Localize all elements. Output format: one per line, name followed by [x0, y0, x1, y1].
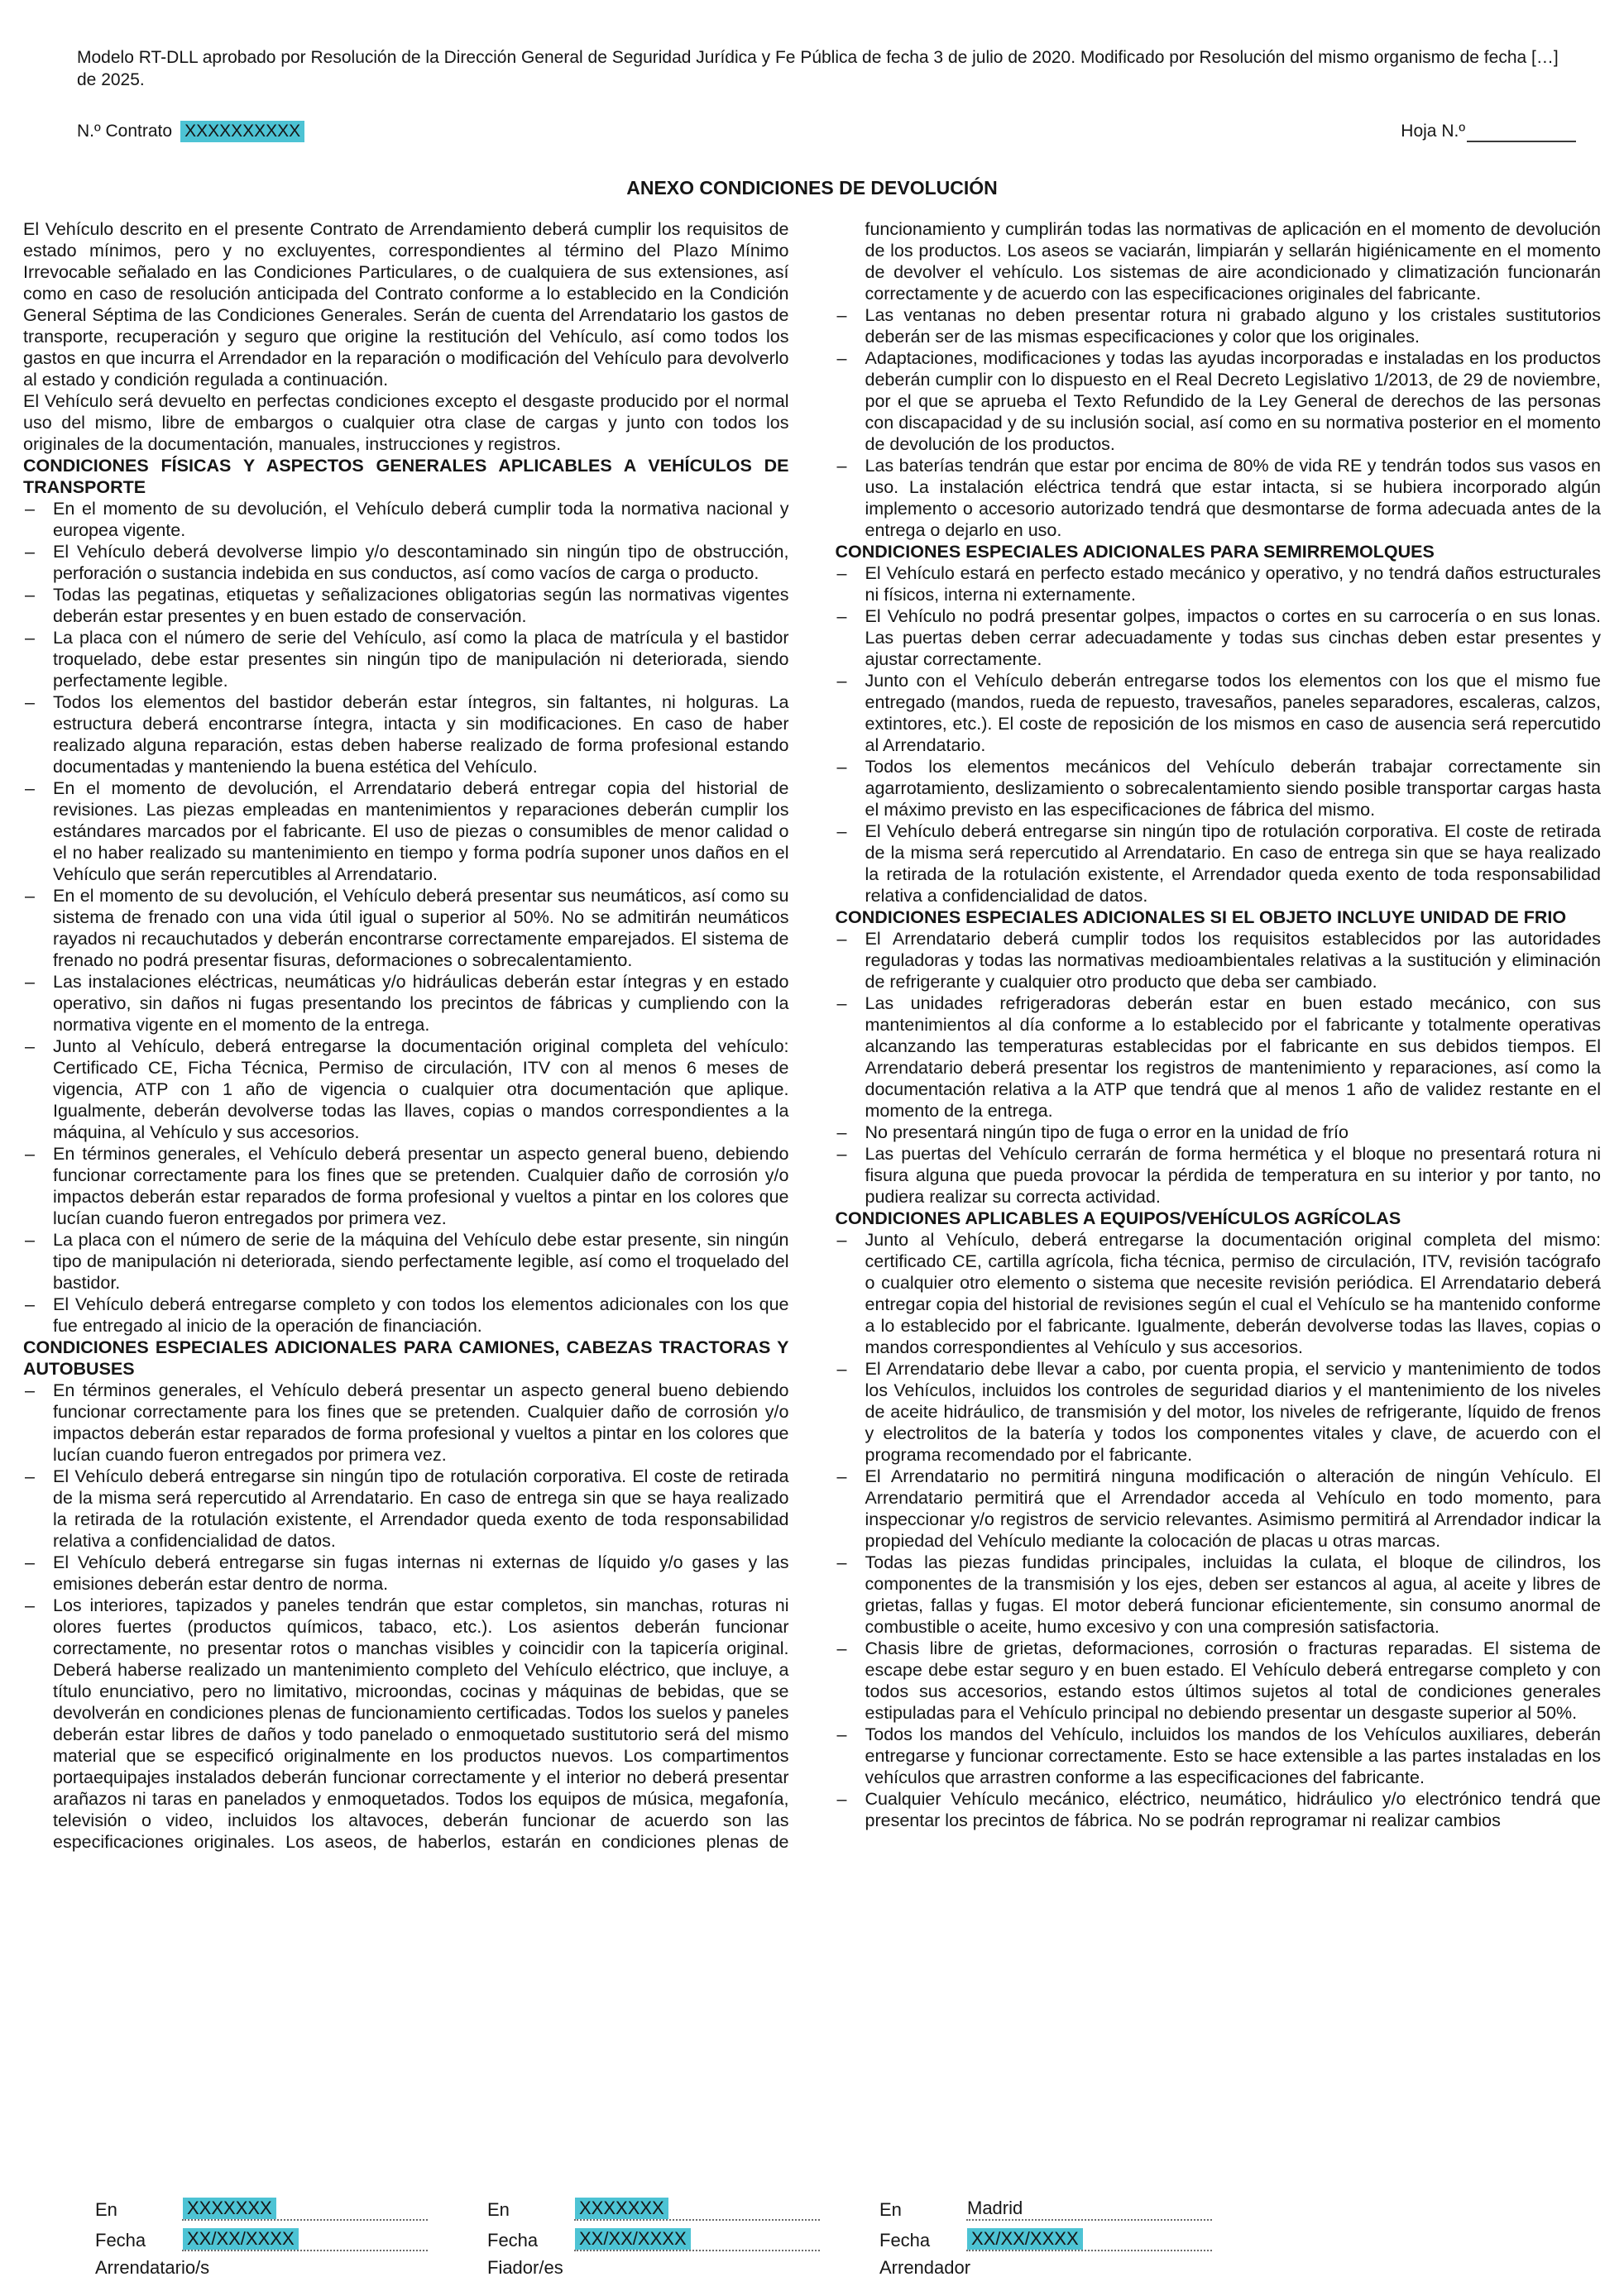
date-value[interactable]: XX/XX/XXXX	[967, 2228, 1083, 2250]
dash-marker: –	[836, 1466, 847, 1486]
date-fill-line	[574, 2227, 820, 2251]
sheet-number-group	[1401, 121, 1576, 142]
condition-item	[836, 1552, 1602, 1638]
dash-marker: –	[836, 348, 847, 368]
dash-marker: –	[836, 456, 847, 476]
dash-marker: –	[836, 929, 847, 949]
document-title: ANEXO CONDICIONES DE DEVOLUCIÓN	[626, 177, 998, 199]
dash-marker: –	[25, 1466, 35, 1486]
place-value: Madrid	[967, 2198, 1023, 2218]
dash-marker: –	[25, 585, 35, 605]
sheet-number-blank-line[interactable]	[1467, 122, 1576, 142]
condition-item	[23, 1294, 789, 1337]
dash-marker: –	[836, 1122, 847, 1142]
dash-marker: –	[25, 1144, 35, 1164]
condition-item	[836, 1358, 1602, 1466]
condition-text: El Vehículo deberá entregarse sin ningún tipo de rotulación corporativa. El coste de retirada de la misma será repercutido al Arrendatario. En caso de entrega sin que se haya realizado la retirada de la rotulación existente, el Arrendador queda exento de toda responsabilidad relativa a confidencialidad de datos.	[53, 1466, 789, 1551]
condition-text: En el momento de devolución, el Arrendatario deberá entregar copia del historial de revisiones. Las piezas empleadas en mantenimientos y reparaciones deberán cumplir los estándares marcados por el fabricante. El uso de piezas o consumibles de menor calidad o el no haber realizado su mantenimiento en tiempo y forma podría suponer unos daños en el Vehículo que serán repercutibles al Arrendatario.	[53, 778, 789, 884]
dash-marker: –	[25, 628, 35, 648]
dash-marker: –	[25, 1036, 35, 1056]
signer-role-label: Arrendatario/s	[95, 2257, 210, 2278]
dash-marker: –	[25, 499, 35, 519]
condition-item	[836, 670, 1602, 756]
contract-number-group	[77, 121, 304, 142]
condition-text: Chasis libre de grietas, deformaciones, corrosión o fracturas reparadas. El sistema de escape debe estar seguro y en buen estado. El Vehículo deberá entregarse completo y con todos sus accesorios, estando estos últimos sujetos al total de condiciones generales estipuladas para el Vehículo principal no debiendo presentar un desgaste superior al 50%.	[865, 1638, 1601, 1723]
dash-marker: –	[836, 1724, 847, 1744]
condition-text: Todos los mandos del Vehículo, incluidos los mandos de los Vehículos auxiliares, deberán entregarse y funcionar correctamente. Esto se hace extensible a las partes instaladas en los vehículos que arrastren conforme a las especificaciones del fabricante.	[865, 1724, 1601, 1787]
condition-item	[836, 1229, 1602, 1358]
date-value[interactable]: XX/XX/XXXX	[575, 2228, 691, 2250]
condition-item	[23, 971, 789, 1036]
contract-number-value[interactable]: XXXXXXXXXX	[180, 121, 304, 142]
dash-marker: –	[836, 757, 847, 777]
signature-footer	[95, 2190, 1212, 2279]
section-heading: CONDICIONES APLICABLES A EQUIPOS/VEHÍCULOS AGRÍCOLAS	[835, 1208, 1401, 1228]
condition-item	[23, 1552, 789, 1595]
condition-text: El Arrendatario no permitirá ninguna modificación o alteración de ningún Vehículo. El Arrendatario permitirá que el Arrendador acceda al Vehículo en todo momento, para inspeccionar y/o registros de servicio relevantes. Asimismo permitirá al Arrendador indicar la propiedad del Vehículo mediante la colocación de placas u otras marcas.	[865, 1466, 1601, 1551]
dash-marker: –	[836, 1552, 847, 1572]
dash-marker: –	[836, 1789, 847, 1809]
dash-marker: –	[25, 1230, 35, 1250]
place-value[interactable]: XXXXXXX	[575, 2198, 668, 2219]
dash-marker: –	[25, 778, 35, 798]
condition-text: No presentará ningún tipo de fuga o error en la unidad de frío	[865, 1122, 1349, 1142]
signature-block-fiador	[487, 2190, 820, 2279]
dash-marker: –	[836, 671, 847, 691]
dash-marker: –	[836, 1144, 847, 1164]
place-label: En	[487, 2199, 510, 2220]
condition-text: El Vehículo estará en perfecto estado mecánico y operativo, y no tendrá daños estructurales ni físicos, interna ni externamente.	[865, 563, 1601, 605]
condition-item	[836, 928, 1602, 993]
condition-text: En el momento de su devolución, el Vehículo deberá cumplir toda la normativa nacional y europea vigente.	[53, 499, 789, 540]
dash-marker: –	[836, 1359, 847, 1379]
condition-item	[836, 304, 1602, 347]
condition-item	[836, 562, 1602, 605]
section-heading: CONDICIONES FÍSICAS Y ASPECTOS GENERALES APLICABLES A VEHÍCULOS DE TRANSPORTE	[23, 456, 789, 497]
paragraph: El Vehículo será devuelto en perfectas condiciones excepto el desgaste producido por el normal uso del mismo, libre de embargos o cualquier otra clase de cargas y junto con todos los originales de la documentación, manuales, instrucciones y registros.	[23, 391, 789, 454]
condition-text: Cualquier Vehículo mecánico, eléctrico, neumático, hidráulico y/o electrónico tendrá que presentar los precintos de fábrica. No se podrán reprogramar ni realizar cambios	[865, 1789, 1601, 1830]
condition-item	[23, 691, 789, 777]
date-label: Fecha	[879, 2230, 931, 2251]
date-fill-line	[182, 2227, 428, 2251]
condition-text: Adaptaciones, modificaciones y todas las ayudas incorporadas e instaladas en los productos deberán cumplir con lo dispuesto en el Real Decreto Legislativo 1/2013, de 29 de noviembre, por el que se aprueba el Texto Refundido de la Ley General de derechos de las personas con discapacidad y de su inclusión social, así como en su normativa posterior en el momento de devolución de los productos.	[865, 348, 1601, 454]
condition-text: Todos los elementos del bastidor deberán estar íntegros, sin faltantes, ni holguras. La estructura deberá encontrarse íntegra, intacta y sin modificaciones. En caso de haber realizado alguna reparación, estas deben haberse realizado de forma profesional estando documentadas y manteniendo la buena estética del Vehículo.	[53, 692, 789, 777]
condition-item	[836, 455, 1602, 541]
condition-text: El Vehículo deberá entregarse sin fugas internas ni externas de líquido y/o gases y las emisiones deberán estar dentro de norma.	[53, 1552, 789, 1594]
date-row	[487, 2221, 820, 2251]
dash-marker: –	[25, 1595, 35, 1615]
condition-item	[23, 1036, 789, 1143]
contract-header-row	[77, 121, 1576, 142]
dash-marker: –	[25, 1552, 35, 1572]
signer-role-label: Fiador/es	[487, 2257, 563, 2278]
condition-text: El Vehículo no podrá presentar golpes, impactos o cortes en su carrocería o en sus lonas. Las puertas deben cerrar adecuadamente y todas sus cinchas deben estar presentes y ajustar correctamente.	[865, 606, 1601, 669]
condition-item	[836, 605, 1602, 670]
signer-role-label: Arrendador	[879, 2257, 971, 2278]
condition-item	[836, 820, 1602, 906]
document-body	[23, 218, 1601, 1853]
dash-marker: –	[836, 1230, 847, 1250]
contract-number-label: N.º Contrato	[77, 122, 173, 141]
condition-item	[23, 627, 789, 691]
date-row	[879, 2221, 1212, 2251]
condition-item	[23, 498, 789, 541]
place-label: En	[95, 2199, 117, 2220]
condition-text: El Arrendatario deberá cumplir todos los requisitos establecidos por las autoridades reguladoras y todas las normativas medioambientales relativas a la sustitución y eliminación de refrigerante y cualquier otro producto que deba ser cambiado.	[865, 929, 1601, 992]
condition-text: En el momento de su devolución, el Vehículo deberá presentar sus neumáticos, así como su sistema de frenado con una vida útil igual o superior al 50%. No se admitirán neumáticos rayados ni recauchutados y deberán encontrarse correctamente emparejados. El sistema de frenado no podrá presentar fisuras, deformaciones o sobrecalentamiento.	[53, 886, 789, 970]
condition-item	[836, 1466, 1602, 1552]
dash-marker: –	[836, 1638, 847, 1658]
condition-text: La placa con el número de serie del Vehículo, así como la placa de matrícula y el bastidor troquelado, debe estar presentes sin ningún tipo de manipulación ni deteriorada, siendo perfectamente legible.	[53, 628, 789, 691]
date-row	[95, 2221, 428, 2251]
condition-item	[836, 993, 1602, 1122]
signature-block-arrendador	[879, 2190, 1212, 2279]
condition-text: Todas las piezas fundidas principales, incluidas la culata, el bloque de cilindros, los componentes de la transmisión y los ejes, deben ser estancos al agua, al aceite y libres de grietas, fallas y fugas. El motor deberá funcionar eficientemente, sin consumo anormal de combustible o aceite, humo excesivo y con una compresión satisfactoria.	[865, 1552, 1601, 1637]
date-label: Fecha	[487, 2230, 539, 2251]
condition-item	[23, 1143, 789, 1229]
section-heading: CONDICIONES ESPECIALES ADICIONALES PARA CAMIONES, CABEZAS TRACTORAS Y AUTOBUSES	[23, 1337, 789, 1379]
condition-text: El Vehículo deberá devolverse limpio y/o descontaminado sin ningún tipo de obstrucción, perforación o sustancia indebida en sus conductos, así como vacíos de carga o producto.	[53, 542, 789, 583]
condition-text: Las instalaciones eléctricas, neumáticas y/o hidráulicas deberán estar íntegras y en estado operativo, sin daños ni fugas presentando los precintos de fábricas y cumpliendo con la normativa vigente en el momento de la entrega.	[53, 972, 789, 1035]
place-fill-line	[574, 2196, 820, 2221]
dash-marker: –	[836, 563, 847, 583]
condition-item	[836, 1638, 1602, 1724]
condition-text: El Vehículo deberá entregarse sin ningún tipo de rotulación corporativa. El coste de retirada de la misma será repercutido al Arrendatario. En caso de entrega sin que se haya realizado la retirada de la rotulación existente, el Arrendador queda exento de toda responsabilidad relativa a confidencialidad de datos.	[865, 821, 1601, 906]
condition-text: Junto al Vehículo, deberá entregarse la documentación original completa del vehículo: Certificado CE, Ficha Técnica, Permiso de circulación, ITV con al menos 6 meses de vigencia, ATP con 1 año de vigencia o cualquier otra documentación que aplique. Igualmente, deberán devolverse todas las llaves, copias o mandos correspondientes a la máquina, al Vehículo y sus accesorios.	[53, 1036, 789, 1142]
dash-marker: –	[836, 606, 847, 626]
condition-text: En términos generales, el Vehículo deberá presentar un aspecto general bueno debiendo funcionar correctamente para los fines que se pretenden. Cualquier daño de corrosión y/o impactos deberán estar reparados de forma profesional y vueltos a pintar en los colores que lucían cuando fueron entregados por primera vez.	[53, 1380, 789, 1465]
condition-item	[23, 1466, 789, 1552]
condition-item	[836, 347, 1602, 455]
date-value[interactable]: XX/XX/XXXX	[183, 2228, 299, 2250]
condition-item	[23, 1229, 789, 1294]
place-row	[879, 2190, 1212, 2221]
dash-marker: –	[25, 542, 35, 562]
condition-text: Todas las pegatinas, etiquetas y señalizaciones obligatorias según las normativas vigentes deberán estar presentes y en buen estado de conservación.	[53, 585, 789, 626]
condition-item	[23, 885, 789, 971]
condition-text: Los interiores, tapizados y paneles tendrán que estar completos, sin manchas, roturas ni olores fuertes (productos químicos, tabaco, etc.). Los asientos deberán funcionar correctamente, no presentar rotos o manchas visibles y coincidir con la tapicería original. Deberá haberse realizado un mantenimiento completo del Vehículo eléctrico, que incluye, a título enunciativo, pero no limitativo, microondas, cocinas y máquinas de bebidas, que se devolverán en condiciones plenas de funcionamiento certificadas. Todos los suelos y paneles deberán estar libres de daños y todo panelado o enmoquetado sustitutorio será del mismo material que se especificó originalmente en los productos nuevos. Los compartimentos portaequipajes instalados deberán funcionar correctamente y el interior no deberá presentar arañazos ni taras en panelados y enmoquetados. Todos los equipos de música, megafonía, televisión o video, incluidos los altavoces, deberán funcionar de acuerdo son las especificaciones originales. Los aseos, de haberlos, estarán en condiciones plenas de funcionamiento y cumplirán todas las normativas de aplicación en el momento de devolución de los productos. Los aseos se vaciarán, limpiarán y sellarán higiénicamente en el momento de devolver el vehículo. Los sistemas de aire acondicionado y climatización funcionarán correctamente y de acuerdo con las especificaciones originales del fabricante.	[53, 219, 1601, 1852]
dash-marker: –	[25, 886, 35, 906]
condition-item	[836, 756, 1602, 820]
condition-item	[836, 1788, 1602, 1831]
dash-marker: –	[25, 1294, 35, 1314]
date-label: Fecha	[95, 2230, 146, 2251]
condition-item	[23, 1380, 789, 1466]
dash-marker: –	[25, 972, 35, 992]
place-fill-line	[182, 2196, 428, 2221]
dash-marker: –	[836, 821, 847, 841]
place-fill-line	[966, 2196, 1212, 2221]
place-value[interactable]: XXXXXXX	[183, 2198, 276, 2219]
condition-text: Junto con el Vehículo deberán entregarse todos los elementos con los que el mismo fue entregado (mandos, rueda de repuesto, travesaños, paneles separadores, escaleras, calzos, extintores, etc.). El coste de reposición de los mismos en caso de ausencia será repercutido al Arrendatario.	[865, 671, 1601, 755]
place-label: En	[879, 2199, 902, 2220]
condition-text: Las unidades refrigeradoras deberán estar en buen estado mecánico, con sus mantenimientos al día conforme a lo establecido por el fabricante y totalmente operativas alcanzando las temperaturas establecidas por el fabricante en sus debidos tiempos. El Arrendatario deberá presentar los registros de mantenimiento y reparaciones, así como la documentación relativa a la ATP que tendrá que al menos 1 año de validez restante en el momento de la entrega.	[865, 993, 1601, 1121]
model-approval-note: Modelo RT-DLL aprobado por Resolución de la Dirección General de Seguridad Jurídica y Fe Pública de fecha 3 de julio de 2020. Modificado por Resolución del mismo organismo de fecha […] de 2025.	[77, 48, 1559, 89]
condition-text: Las ventanas no deben presentar rotura ni grabado alguno y los cristales sustitutorios deberán ser de las mismas especificaciones y color que los originales.	[865, 305, 1601, 347]
condition-text: El Vehículo deberá entregarse completo y con todos los elementos adicionales con los que fue entregado al inicio de la operación de financiación.	[53, 1294, 789, 1336]
section-heading: CONDICIONES ESPECIALES ADICIONALES PARA SEMIRREMOLQUES	[835, 542, 1435, 562]
dash-marker: –	[25, 1380, 35, 1400]
condition-item	[836, 1143, 1602, 1208]
condition-item	[23, 541, 789, 584]
condition-text: Junto al Vehículo, deberá entregarse la documentación original completa del mismo: certificado CE, cartilla agrícola, ficha técnica, permiso de circulación, ITV, revisión tacógrafo o cualquier otro elemento o sistema que necesite revisión periódica. El Arrendatario deberá entregar copia del historial de revisiones según el cual el Vehículo se ha mantenido conforme a lo establecido por el fabricante. Igualmente, deberán devolverse todas las llaves, copias o mandos correspondientes al Vehículo y sus accesorios.	[865, 1230, 1601, 1357]
condition-text: Las baterías tendrán que estar por encima de 80% de vida RE y tendrán todos sus vasos en uso. La instalación eléctrica tendrá que estar intacta, si se hubiera incorporado algún implemento o accesorio autorizado tendrá que desmontarse de forma adecuada antes de la entrega o dejarlo en uso.	[865, 456, 1601, 540]
dash-marker: –	[836, 993, 847, 1013]
dash-marker: –	[836, 305, 847, 325]
condition-text: Las puertas del Vehículo cerrarán de forma hermética y el bloque no presentará rotura ni fisura alguna que pueda provocar la pérdida de temperatura en su interior y por tanto, no pudiera realizar su correcta actividad.	[865, 1144, 1601, 1207]
sheet-number-label: Hoja N.º	[1401, 122, 1465, 141]
condition-item	[23, 584, 789, 627]
section-heading: CONDICIONES ESPECIALES ADICIONALES SI EL OBJETO INCLUYE UNIDAD DE FRIO	[835, 907, 1567, 927]
condition-text: Todos los elementos mecánicos del Vehículo deberán trabajar correctamente sin agarrotamiento, deslizamiento o sobrecalentamiento siendo posible transportar cargas hasta el máximo previsto en las especificaciones de fábrica del mismo.	[865, 757, 1601, 820]
dash-marker: –	[25, 692, 35, 712]
condition-text: En términos generales, el Vehículo deberá presentar un aspecto general bueno, debiendo funcionar correctamente para los fines que se pretenden. Cualquier daño de corrosión y/o impactos deberán estar reparados de forma profesional y vueltos a pintar en los colores que lucían cuando fueron entregados por primera vez.	[53, 1144, 789, 1228]
paragraph: El Vehículo descrito en el presente Contrato de Arrendamiento deberá cumplir los requisitos de estado mínimos, pero y no excluyentes, correspondientes al término del Plazo Mínimo Irrevocable señalado en las Condiciones Particulares, o de cualquiera de sus extensiones, así como en caso de resolución anticipada del Contrato conforme a lo establecido en la Condición General Séptima de las Condiciones Generales. Serán de cuenta del Arrendatario los gastos de transporte, recuperación y seguro que origine la restitución del Vehículo, así como todos los gastos en que incurra el Arrendador en la reparación o modificación del Vehículo para devolverlo al estado y condición regulada a continuación.	[23, 219, 789, 390]
condition-item	[23, 777, 789, 885]
place-row	[487, 2190, 820, 2221]
condition-item	[836, 1724, 1602, 1788]
condition-text: La placa con el número de serie de la máquina del Vehículo debe estar presente, sin ningún tipo de manipulación ni deteriorada, siendo perfectamente legible, así como el troquelado del bastidor.	[53, 1230, 789, 1293]
date-fill-line	[966, 2227, 1212, 2251]
condition-text: El Arrendatario debe llevar a cabo, por cuenta propia, el servicio y mantenimiento de todos los Vehículos, incluidos los controles de seguridad diarios y el mantenimiento de los niveles de aceite hidráulico, de transmisión y del motor, los niveles de refrigerante, líquido de frenos y electrolitos de la batería y todos los componentes vitales y clave, de acuerdo con el programa recomendado por el fabricante.	[865, 1359, 1601, 1465]
place-row	[95, 2190, 428, 2221]
condition-item	[836, 1122, 1602, 1143]
signature-block-arrendatario	[95, 2190, 428, 2279]
